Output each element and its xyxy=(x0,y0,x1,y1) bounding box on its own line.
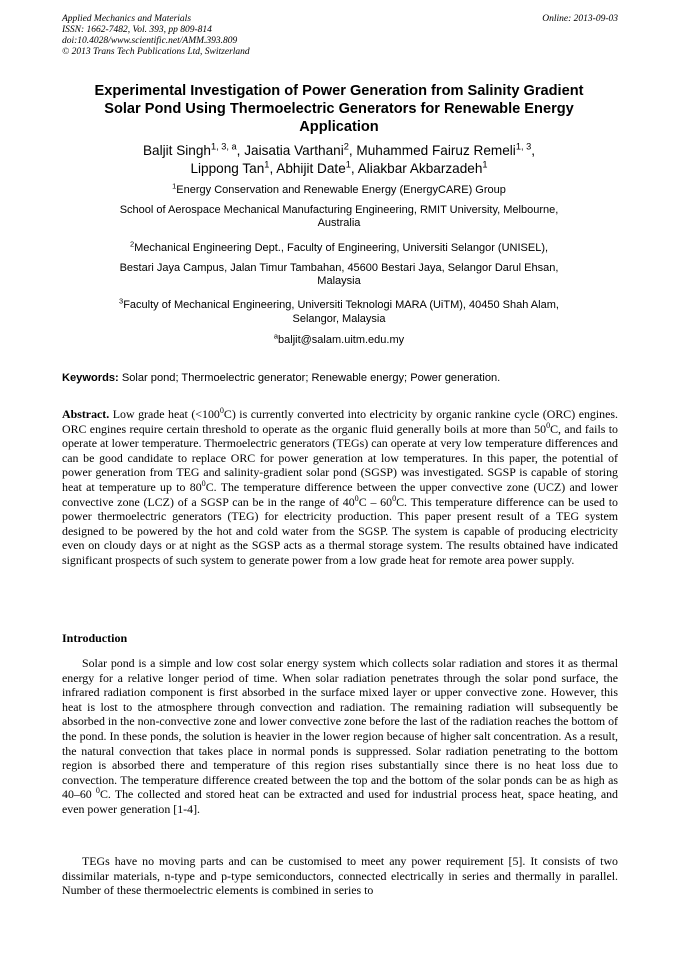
abstract-text: C) is currently converted into electricity by organic rankine cycle (ORC) engines. ORC engines require certain threshold to operate as the organic fluid generally boils at more than 50 xyxy=(62,407,618,436)
email-address: baljit@salam.uitm.edu.my xyxy=(278,334,405,346)
email-sup: a xyxy=(273,331,279,341)
author-name: Jaisatia Varthani xyxy=(244,143,344,158)
degree-sup: 0 xyxy=(392,493,397,503)
author-sup: 1 xyxy=(264,159,270,170)
abstract-text: C. This temperature difference can be used to power thermoelectric generators (TEG) for electricity production. This paper present result of a TEG system designed to be powered by the hot and cold water from the SGSP. The system is capable of producing electricity even on cloudy days or at night as the SGSP acts as a thermal storage system. The results obtained have indicated significant prospects of such system to generate power from a low grade heat for remote area power supply. xyxy=(62,494,618,567)
author-sup: 1, 3 xyxy=(515,141,532,152)
abstract-label: Abstract. xyxy=(62,407,110,421)
affiliation-text: Selangor, Malaysia xyxy=(292,312,386,325)
introduction-paragraph-1 xyxy=(62,656,618,817)
affiliation-text: Australia xyxy=(317,217,361,229)
abstract-text: C – 60 xyxy=(358,494,393,509)
affiliation-sup: 3 xyxy=(119,296,124,306)
abstract-text: Low grade heat (<100 xyxy=(112,407,220,421)
degree-sup: 0 xyxy=(95,786,100,796)
journal-name: Applied Mechanics and Materials xyxy=(62,14,192,24)
title-line-2: Solar Pond Using Thermoelectric Generators for Renewable Energy xyxy=(104,101,574,117)
abstract-text: C. The temperature difference between the upper convective zone (UCZ) and lower convective zone (LCZ) of a SGSP can be in the range of 40 xyxy=(62,479,618,509)
author-name: Aliakbar Akbarzadeh xyxy=(357,161,483,176)
affiliation-text: Mechanical Engineering Dept., Faculty of Engineering, Universiti Selangor (UNISEL), xyxy=(134,242,549,254)
doi-line: doi:10.4028/www.scientific.net/AMM.393.809 xyxy=(62,36,238,46)
affiliation-1 xyxy=(60,181,618,231)
affiliation-sup: 1 xyxy=(172,181,177,191)
affiliation-sup: 2 xyxy=(129,239,135,249)
online-date: Online: 2013-09-03 xyxy=(542,14,618,24)
copyright-line: © 2013 Trans Tech Publications Ltd, Switzerland xyxy=(62,47,250,57)
abstract-paragraph xyxy=(62,407,618,568)
abstract-text: C, and fails to operate at lower temperature. Thermoelectric generators (TEGs) can operate at very low temperature differences and can be good candidate to replace ORC for power generation at low temperatures. In this paper, the potential of power generation from TEG and salinity-gradient solar pond (SGSP) was investigated. SGSP is capable of storing heat at temperature up to 80 xyxy=(62,421,618,494)
degree-sup: 0 xyxy=(219,406,224,416)
author-sup: 1 xyxy=(482,159,488,170)
journal-header xyxy=(62,14,618,58)
degree-sup: 0 xyxy=(354,493,359,503)
section-heading-introduction: Introduction xyxy=(62,631,128,645)
keywords-label: Keywords: xyxy=(62,372,119,384)
author-name: Muhammed Fairuz Remeli xyxy=(356,143,516,158)
introduction-paragraph-2: TEGs have no moving parts and can be customised to meet any power requirement [5]. It consists of two dissimilar materials, n-type and p-type semiconductors, connected electrically in series and thermally in parallel. Number of these thermoelectric elements is combined in series to xyxy=(62,854,618,898)
author-sup: 1, 3, a xyxy=(210,141,237,152)
affiliation-3 xyxy=(60,296,618,326)
author-list: Baljit Singh$^{1, 3, a}$, Jaisatia Varthani$^2$, Muhammed Fairuz Remeli$^{1, 3}$, Lippong Tan$^1$, Abhijit Date$^1$, Aliakbar Akbarzadeh$^1$ xyxy=(142,141,536,176)
affiliation-2 xyxy=(60,239,618,289)
affiliation-text: Malaysia xyxy=(317,275,361,287)
paper-title xyxy=(40,82,638,136)
title-line-3: Application xyxy=(299,119,379,135)
author-name: Baljit Singh xyxy=(142,143,211,158)
keywords-section xyxy=(62,371,618,385)
corresponding-email xyxy=(60,331,618,348)
author-sup: 1 xyxy=(345,159,351,170)
paragraph-text: Solar pond is a simple and low cost solar energy system which collects solar radiation and stores it as thermal energy for a relative longer period of time. When solar radiation penetrates through the solar pond surface, the infrared radiation component is first absorbed in the surface mixed layer or upper convective zone. However, this heat is lost to the atmosphere through convection and radiation. The remaining radiation will subsequently be absorbed in the non-convective zone and lower convective zone before the last of the radiation reaches the bottom of the pond. In these ponds, the solution is heavier in the lower region because of higher salt concentration. As a result, the natural convection that takes place in normal ponds is suppressed. Solar radiation penetrating to the bottom region is absorbed there and temperature of this region rises substantially since there is no heat loss due to convection. The temperature difference created between the top and the bottom of the solar ponds can be as high as 40–60 xyxy=(62,656,618,802)
title-line-1: Experimental Investigation of Power Generation from Salinity Gradient xyxy=(94,83,584,99)
author-sup: 2 xyxy=(343,141,349,152)
affiliation-text: Faculty of Mechanical Engineering, Universiti Teknologi MARA (UiTM), 40450 Shah Alam, xyxy=(123,299,559,311)
degree-sup: 0 xyxy=(546,420,551,430)
affiliation-text: Energy Conservation and Renewable Energy (EnergyCARE) Group xyxy=(176,184,506,196)
affiliation-text: School of Aerospace Mechanical Manufacturing Engineering, RMIT University, Melbourne, xyxy=(119,203,559,216)
issn-line: ISSN: 1662-7482, Vol. 393, pp 809-814 xyxy=(62,25,212,35)
author-name: Lippong Tan xyxy=(190,161,265,176)
degree-sup: 0 xyxy=(201,479,206,488)
keywords-text: Solar pond; Thermoelectric generator; Renewable energy; Power generation. xyxy=(121,372,501,384)
paragraph-text: C. The collected and stored heat can be extracted and used for industrial process heat, space heating, and even power generation [1-4]. xyxy=(62,787,619,816)
author-name: Abhijit Date xyxy=(276,161,346,176)
affiliation-text: Bestari Jaya Campus, Jalan Timur Tambahan, 45600 Bestari Jaya, Selangor Darul Ehsan, xyxy=(119,261,559,274)
